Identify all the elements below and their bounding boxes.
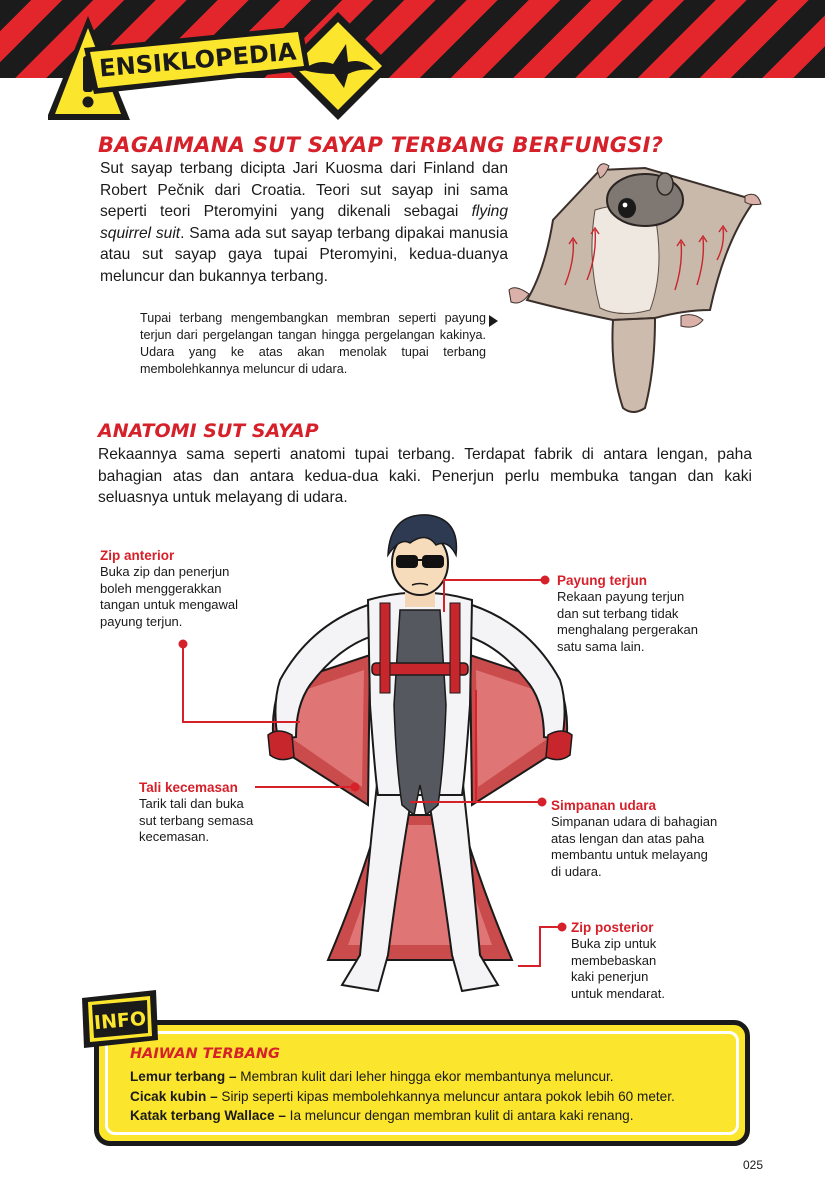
label-simpanan-udara: Simpanan udara Simpanan udara di bahagian atas lengan dan atas paha membantu untuk melayang di udara.	[551, 798, 718, 879]
intro-paragraph: Sut sayap terbang dicipta Jari Kuosma dari Finland dan Robert Pečnik dari Croatia. Teori sut sayap ini sama seperti teori Pteromyini yang dikenali sebagai flying squirrel suit. Sama ada sut sayap terbang dipakai manusia atau sut sayap gaya tupai Pteromyini, kedua-duanya meluncur dan bukannya terbang.	[100, 160, 508, 285]
info-row: Lemur terbang – Membran kulit dari leher hingga ekor membantunya meluncur.	[130, 1069, 614, 1084]
info-tag-label: INFO	[93, 1007, 148, 1035]
section-title-how-it-works: BAGAIMANA SUT SAYAP TERBANG BERFUNGSI?	[98, 133, 664, 157]
caption-arrow-icon	[489, 315, 498, 327]
badge-label: ENSIKLOPEDIA	[98, 37, 298, 83]
wingsuit-jumper-illustration	[250, 505, 590, 1000]
anatomy-paragraph: Rekaannya sama seperti anatomi tupai terbang. Terdapat fabrik di antara lengan, paha bahagian atas dan antara kedua-dua kaki. Penerjun perlu membuka tangan dan kaki seluasnya untuk melayang di udara.	[98, 446, 752, 506]
ensiklopedia-badge	[48, 8, 388, 126]
squirrel-caption: Tupai terbang mengembangkan membran seperti payung terjun dari pergelangan tangan hingga pergelangan kakinya. Udara yang ke atas akan menolak tupai terbang membolehkannya meluncur di udara.	[140, 311, 486, 376]
flying-squirrel-illustration	[505, 160, 770, 420]
info-row: Cicak kubin – Sirip seperti kipas membolehkannya meluncur antara pokok lebih 60 meter.	[130, 1089, 675, 1104]
label-zip-anterior: Zip anterior Buka zip dan penerjun boleh menggerakkan tangan untuk mengawal payung terjun.	[100, 548, 239, 629]
label-payung-terjun: Payung terjun Rekaan payung terjun dan sut terbang tidak menghalang pergerakan satu sama lain.	[557, 573, 698, 654]
info-tag-badge	[78, 990, 160, 1054]
page-number: 025	[743, 1158, 764, 1172]
label-tali-kecemasan: Tali kecemasan Tarik tali dan buka sut terbang semasa kecemasan.	[139, 780, 254, 844]
info-row: Katak terbang Wallace – Ia meluncur dengan membran kulit di antara kaki renang.	[130, 1108, 634, 1123]
label-zip-posterior: Zip posterior Buka zip untuk membebaskan kaki penerjun untuk mendarat.	[571, 920, 665, 1001]
info-title: HAIWAN TERBANG	[130, 1046, 280, 1062]
section-title-anatomy: ANATOMI SUT SAYAP	[98, 420, 319, 442]
